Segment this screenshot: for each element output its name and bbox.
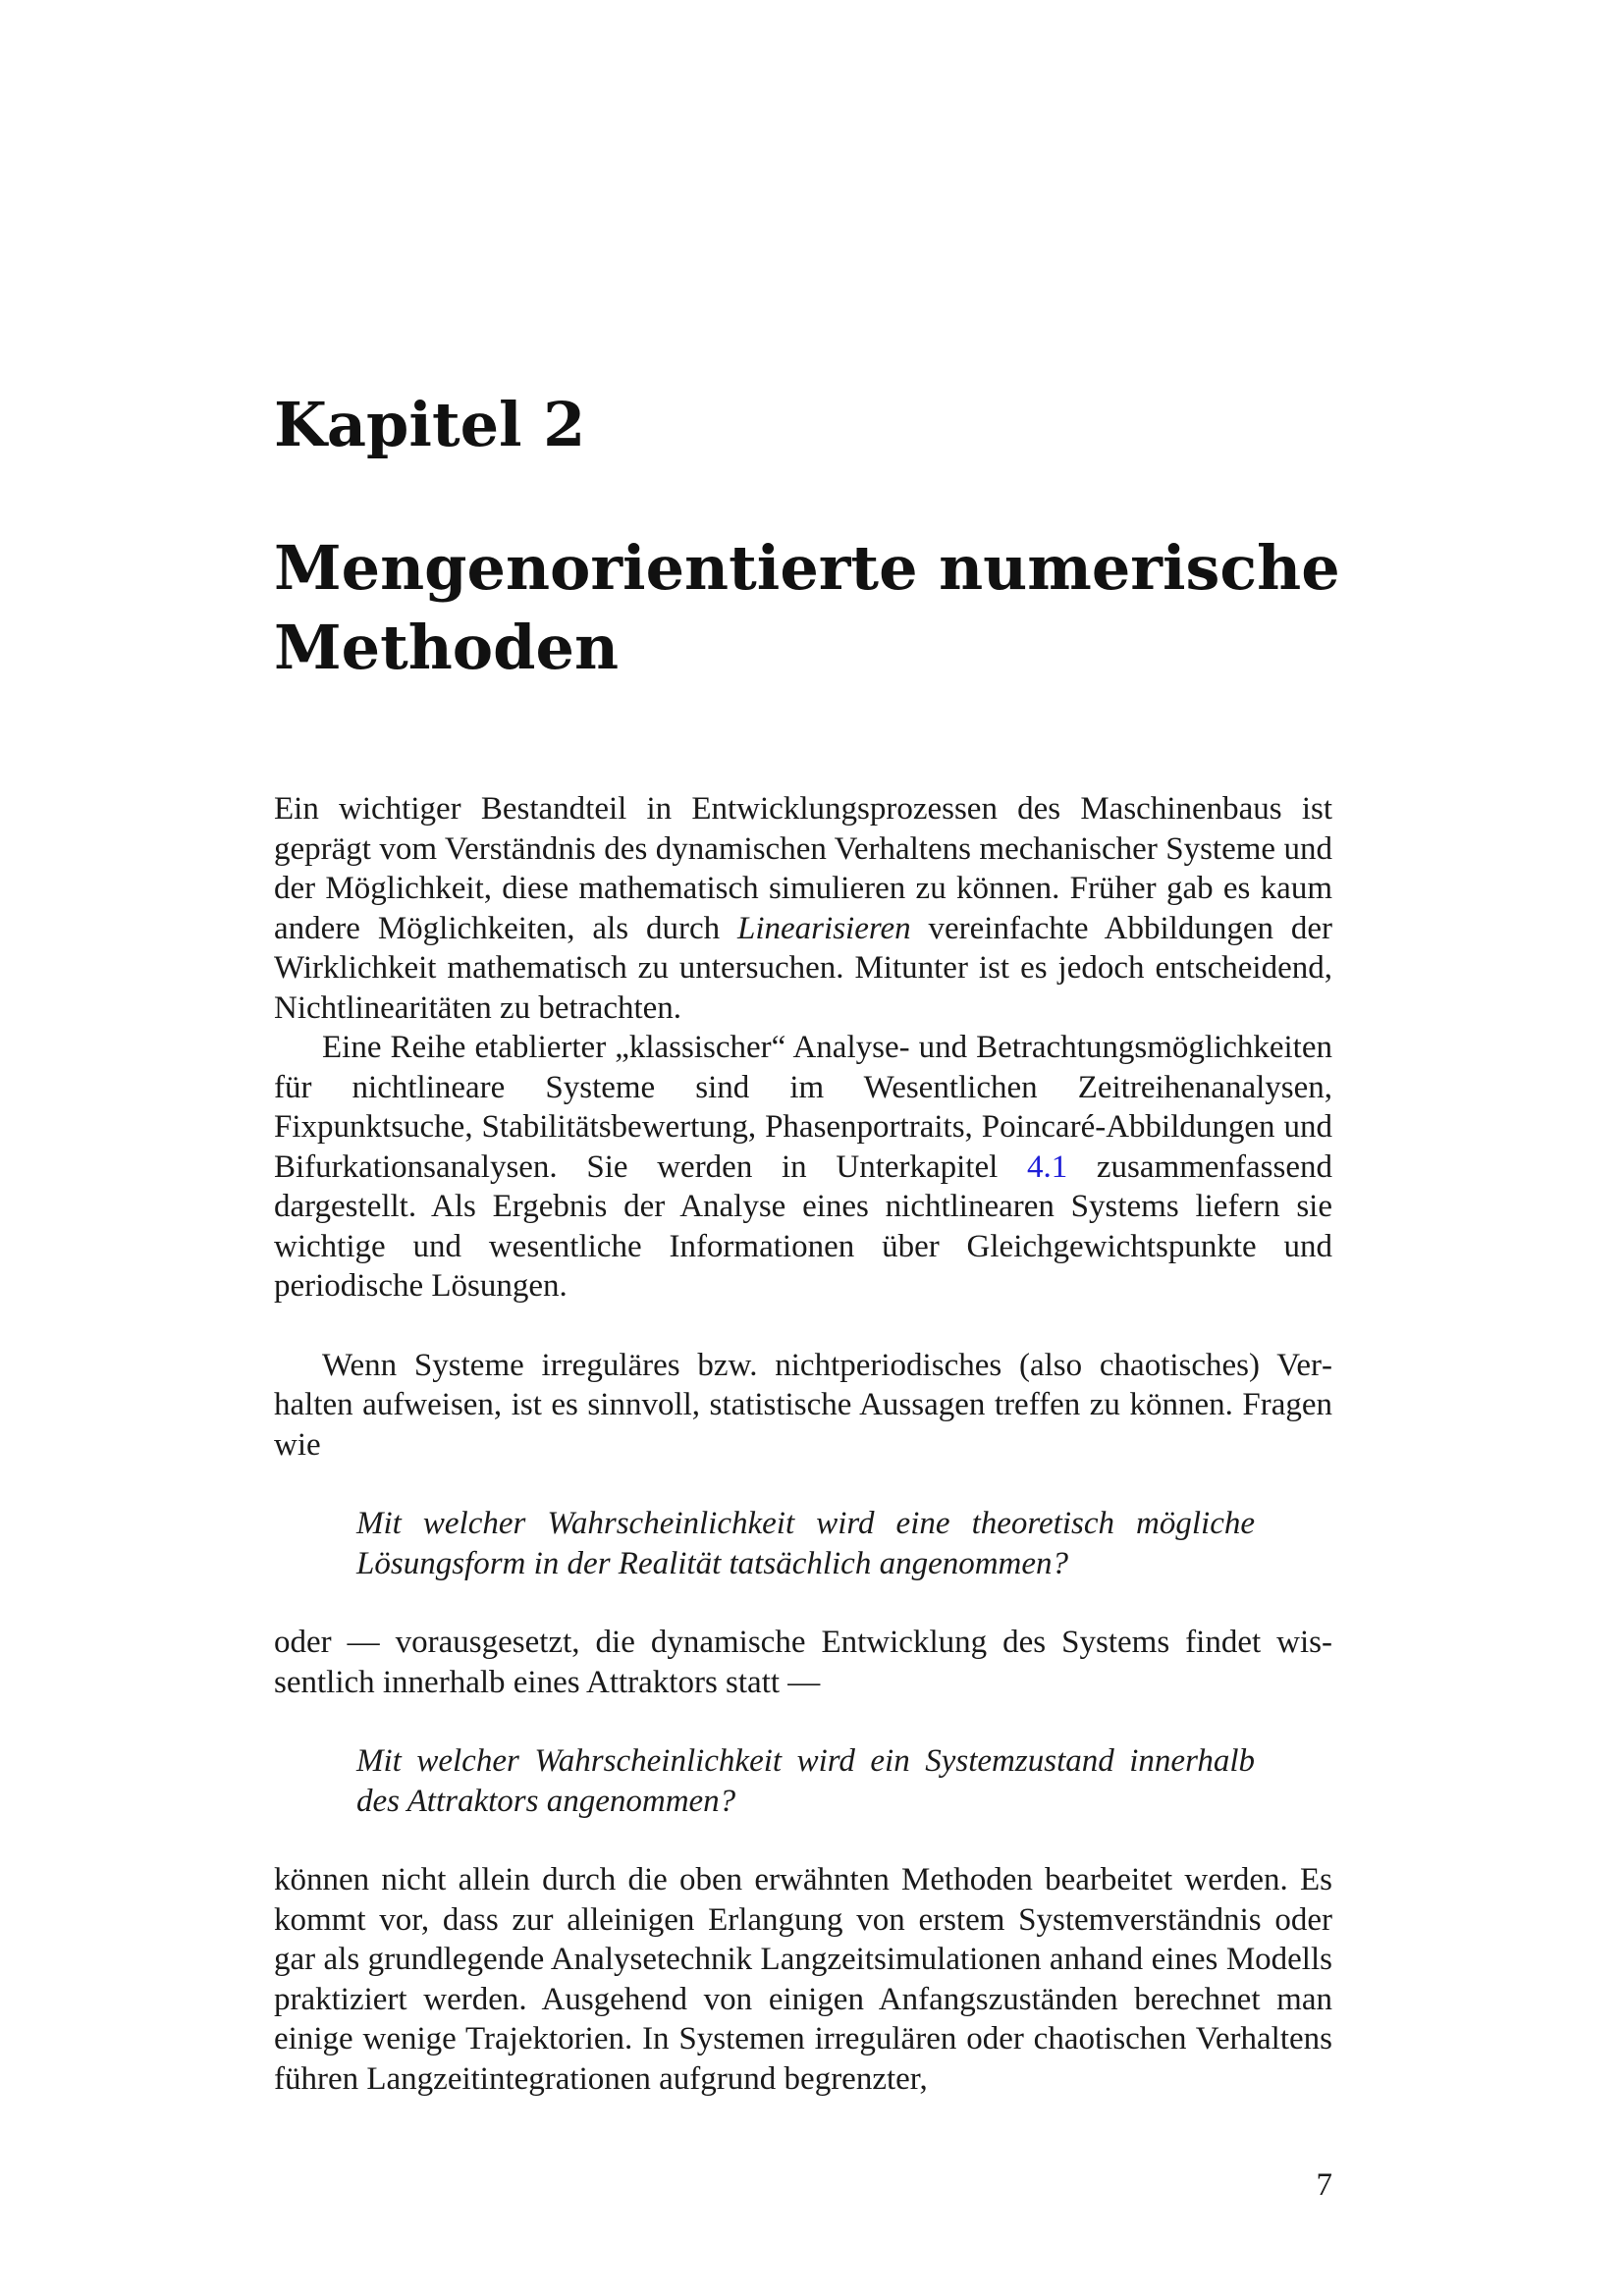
page-number: 7	[1316, 2167, 1332, 2203]
quote-2: Mit welcher Wahrscheinlichkeit wird ein Systemzustand innerhalb des Attraktors angenommen?	[356, 1743, 1255, 1819]
paragraph-5: können nicht allein durch die oben erwähnten Methoden bearbeitet werden. Es kommt vor, dass zur alleinigen Erlangung von erstem Systemverständnis oder gar als grundlegende Analysetechnik Langzeitsimulationen anhand eines Modells praktiziert werden. Ausgehend von einigen Anfangszuständen berechnet man einige wenige Trajektorien. In Systemen irregulären oder chaotischen Verhaltens führen Langzeitintegrationen aufgrund begrenzter,	[274, 1862, 1332, 2097]
paragraph-2	[274, 1028, 1332, 1307]
paragraph-2-part-b: zusammenfassend dargestellt. Als Ergebnis der Analyse eines nichtlinearen Systems liefern sie wichtige und wesentliche Informationen über Gleichgewichtspunkte und periodische Lösungen.	[274, 1148, 1333, 1304]
chapter-title-line-1: Mengenorientierte numerische	[274, 532, 1340, 604]
section-reference-link[interactable]: 4.1	[1026, 1148, 1068, 1185]
paragraph-3: Wenn Systeme irreguläres bzw. nichtperiodisches (also chaotisches) Verhalten aufweisen, ist es sinnvoll, statistische Aussagen treffen zu können. Fragen wie	[274, 1347, 1332, 1463]
chapter-label: Kapitel 2	[274, 389, 586, 460]
paragraph-4: oder — vorausgesetzt, die dynamische Entwicklung des Systems findet wissentlich innerhalb eines Attraktors statt —	[274, 1625, 1332, 1700]
emphasis-linearisieren: Linearisieren	[737, 910, 911, 946]
body-text	[274, 789, 1332, 2099]
quote-1: Mit welcher Wahrscheinlichkeit wird eine theoretisch mögliche Lösungsform in der Realität tatsächlich angenommen?	[356, 1506, 1255, 1581]
chapter-title	[274, 528, 1364, 687]
paragraph-1-part-a: Ein wichtiger Bestandteil in Entwicklungsprozessen des Maschinenbaus ist geprägt vom Verständnis des dynamischen Verhaltens mechanischer Systeme und der Möglichkeit, diese mathematisch simulieren zu können. Früher gab es kaum andere Möglichkeiten, als durch	[274, 791, 1332, 946]
paragraph-1	[274, 789, 1332, 1028]
paragraph-2-part-a: Eine Reihe etablierter „klassischer“ Analyse- und Betrachtungsmöglichkeiten für nichtlineare Systeme sind im Wesentlichen Zeitreihenanalysen, Fixpunktsuche, Stabilitätsbewertung, Phasenportraits, Poincaré-Abbildungen und Bifurkationsanalysen. Sie werden in Unterkapitel	[274, 1030, 1332, 1185]
paragraph-1-part-b: vereinfachte Abbildungen der Wirklichkeit mathematisch zu untersuchen. Mitunter ist es jedoch entscheidend, Nichtlinearitäten zu betrachten.	[274, 910, 1332, 1026]
chapter-title-line-2: Methoden	[274, 612, 620, 683]
